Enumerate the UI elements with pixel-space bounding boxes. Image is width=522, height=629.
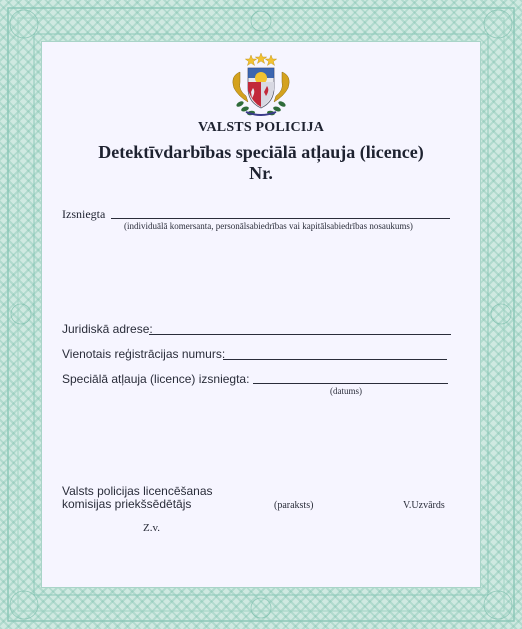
issued-date-hint: (datums)	[330, 386, 362, 396]
document-title: Detektīvdarbības speciālā atļauja (licence)	[98, 142, 424, 162]
registration-number-line	[223, 359, 447, 360]
coat-of-arms-emblem	[218, 52, 304, 118]
issued-date-label: Speciālā atļauja (licence) izsniegta:	[62, 372, 250, 386]
issued-to-label: Izsniegta	[62, 207, 106, 221]
license-number-label: Nr.	[249, 163, 273, 183]
issued-to-line	[111, 218, 450, 219]
committee-title-line2: komisijas priekšsēdētājs	[62, 497, 192, 511]
registration-number-label: Vienotais reģistrācijas numurs:	[62, 347, 226, 361]
committee-title-line1: Valsts policijas licencēšanas	[62, 484, 213, 498]
name-hint: V.Uzvārds	[403, 500, 445, 511]
issued-to-hint: (individuālā komersanta, personālsabiedrības vai kapitālsabiedrības nosaukums)	[124, 221, 413, 231]
issued-date-line	[253, 383, 448, 384]
agency-name: VALSTS POLICIJA	[197, 120, 325, 135]
stars	[245, 53, 276, 66]
seal-place-label: Z.v.	[143, 522, 161, 534]
signature-hint: (paraksts)	[274, 500, 314, 511]
legal-address-line	[149, 334, 451, 335]
legal-address-label: Juridiskā adrese:	[62, 322, 153, 336]
